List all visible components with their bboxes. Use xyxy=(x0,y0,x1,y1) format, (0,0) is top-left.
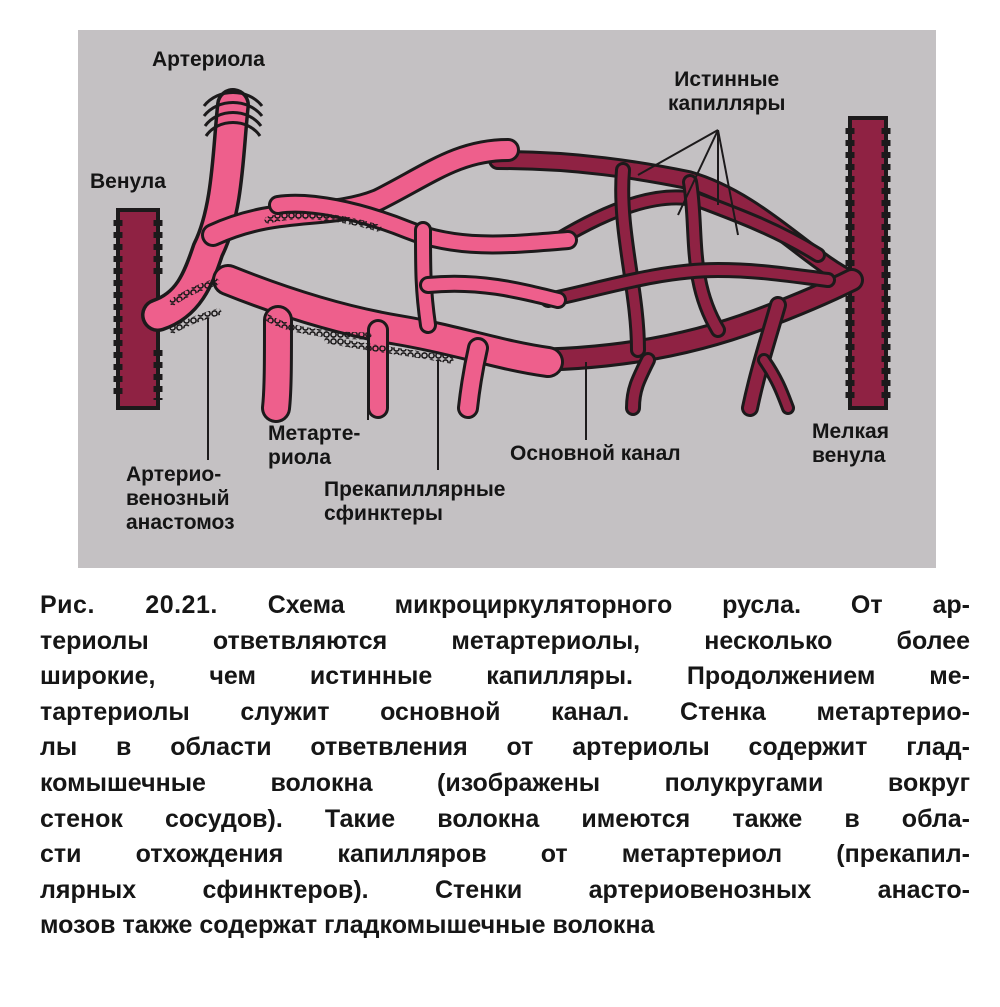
label-small-venule: Мелкая венула xyxy=(812,420,889,467)
caption-line-6: комышечные волокна (изображены полукругами вокруг xyxy=(40,768,970,797)
microcirculation-figure xyxy=(78,30,936,568)
caption-line-8: сти отхождения капилляров от метартериол (прекапил- xyxy=(40,840,970,869)
caption-line-5: лы в области ответвления от артериолы содержит глад- xyxy=(40,733,970,762)
label-metarteriole: Метарте- риола xyxy=(268,422,361,469)
caption-line-7: стенок сосудов). Такие волокна имеются также в обла- xyxy=(40,804,970,833)
label-av-anastomosis: Артерио- венозный анастомоз xyxy=(126,463,235,534)
small-venule-right xyxy=(850,118,886,408)
caption-line-3: широкие, чем истинные капилляры. Продолжением ме- xyxy=(40,662,970,691)
figure-number: Рис. 20.21. xyxy=(40,591,218,619)
caption-line-2: териолы ответвляются метартериолы, несколько более xyxy=(40,626,970,655)
label-true-capillaries: Истинные капилляры xyxy=(668,68,786,115)
caption-line-9: лярных сфинктеров). Стенки артериовенозных анасто- xyxy=(40,875,970,904)
label-precapillary-sphincters: Прекапиллярные сфинктеры xyxy=(324,478,506,525)
label-main-channel: Основной канал xyxy=(510,442,681,465)
label-arteriole: Артериола xyxy=(152,48,265,71)
figure-caption xyxy=(40,588,970,944)
label-venule: Венула xyxy=(90,170,166,193)
caption-line-4: тартериолы служит основной канал. Стенка метартерио- xyxy=(40,697,970,726)
caption-line-10: мозов также содержат гладкомышечные волокна xyxy=(40,911,655,940)
arterial-network xyxy=(158,105,568,408)
caption-line-1: Рис. 20.21. Схема микроциркуляторного русла. От ар- xyxy=(40,591,970,619)
